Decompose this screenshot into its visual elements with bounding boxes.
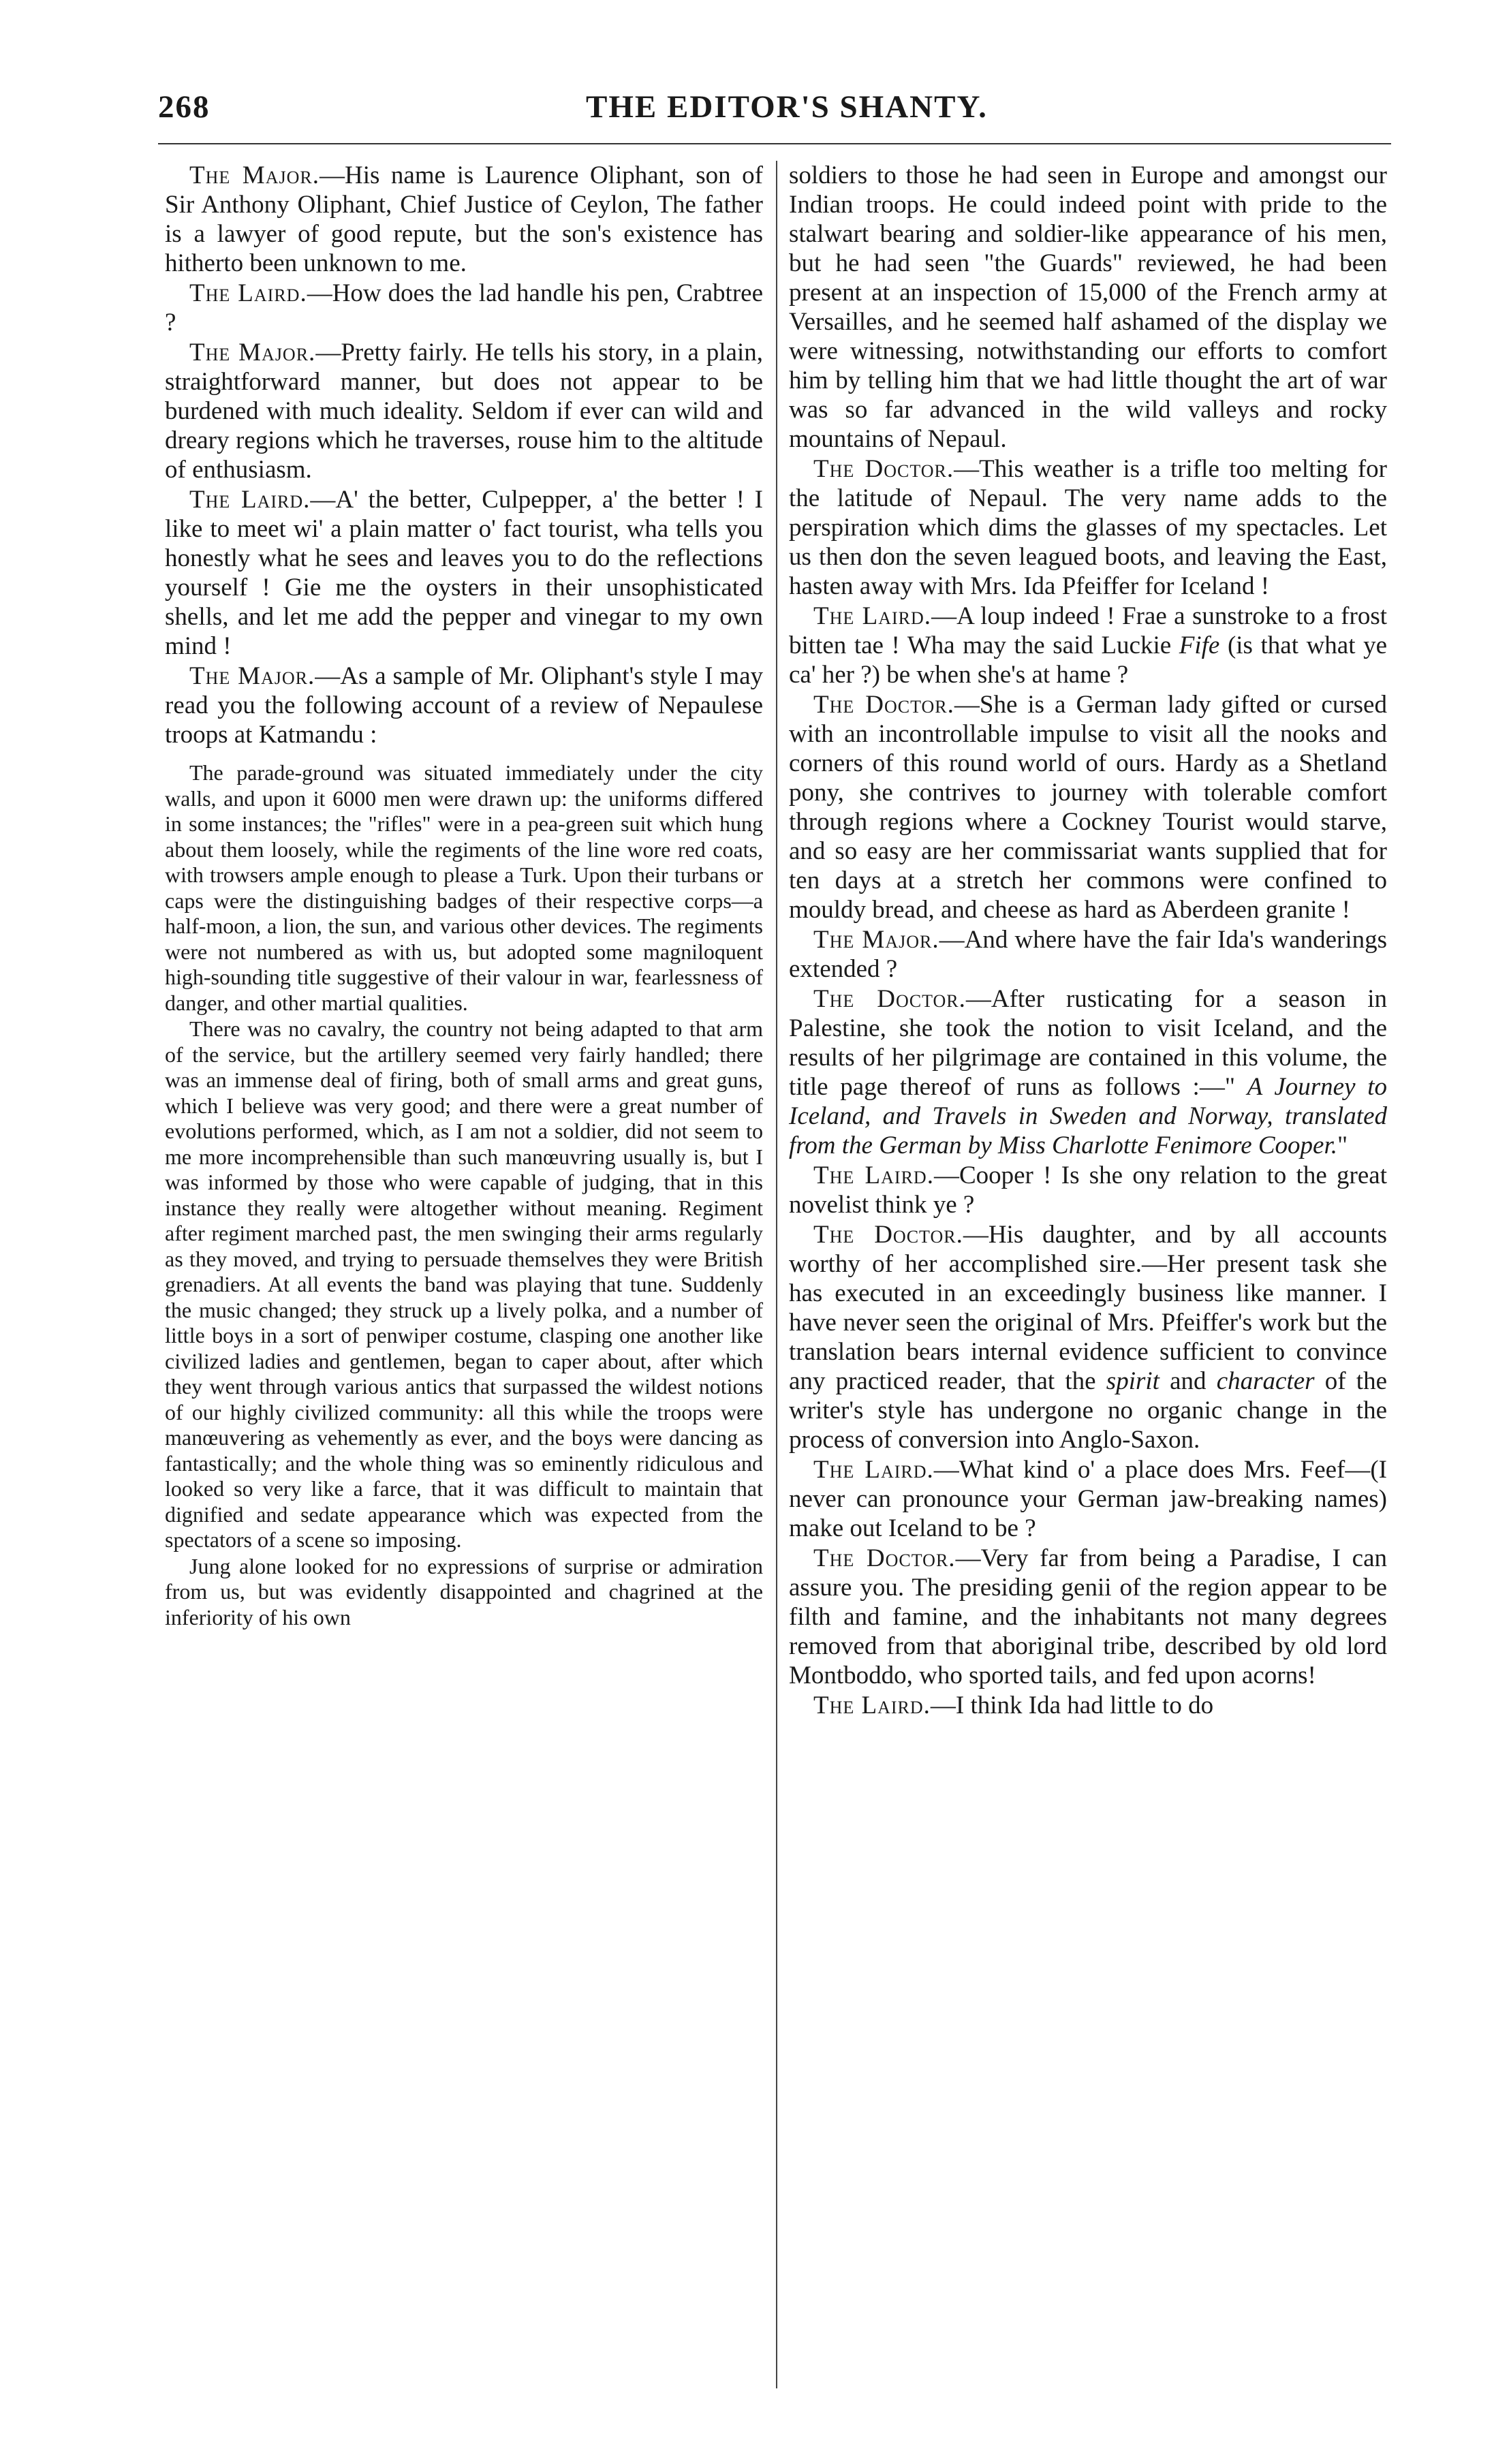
quote-paragraph: The parade-ground was situated immediately under the city walls, and upon it 6000 men were drawn up: the uniforms differed in some instances; the "rifles" were in a pea-green suit which hung about them loosely, while the regiments of the line wore red coats, with trowsers ample enough to please a Turk. Upon their turbans or caps were the distinguishing badges of their respective corps—a half-moon, a lion, the sun, and various other devices. The regiments were not numbered as with us, but adopted some magniloquent high-sounding title suggestive of their valour in war, fearlessness of danger, and other martial qualities. [165, 760, 763, 1015]
page-header [0, 0, 1494, 136]
dialogue-text: —And where have the fair Ida's wanderings extended ? [789, 926, 1387, 983]
column-divider [776, 161, 777, 2388]
dialogue-paragraph [789, 1691, 1387, 1720]
left-column [165, 161, 763, 1631]
header-rule [158, 143, 1391, 144]
dialogue-text: —After rusticating for a season in Palestine, she took the notion to visit Iceland, and the results of her pilgrimage are contained in this volume, the title page thereof of runs as follows :—" [789, 985, 1387, 1101]
speaker-name: The Laird. [189, 486, 311, 514]
emphasis-text: spirit [1106, 1367, 1160, 1395]
dialogue-paragraph [165, 485, 763, 661]
dialogue-text: —I think Ida had little to do [930, 1691, 1214, 1719]
dialogue-paragraph [789, 984, 1387, 1160]
emphasis-text: character [1216, 1367, 1315, 1395]
dialogue-text: —Cooper ! Is she ony relation to the great novelist think ye ? [789, 1161, 1387, 1219]
dialogue-text: —A loup indeed ! Frae a sunstroke to a frost bitten tae ! Wha may the said Luckie [789, 602, 1387, 659]
dialogue-text: —A' the better, Culpepper, a' the better ! I like to meet wi' a plain matter o' fact tourist, wha tells you honestly what he sees and leaves you to do the reflections yourself ! Gie me the oysters in their unsophisticated shells, and let me add the pepper and vinegar to my own mind ! [165, 486, 763, 660]
dialogue-text: and [1159, 1367, 1217, 1395]
dialogue-paragraph [165, 338, 763, 484]
dialogue-text: (is that what ye ca' her ?) be when she's at hame ? [789, 631, 1388, 689]
dialogue-paragraph [789, 1220, 1387, 1454]
dialogue-text: —His daughter, and by all accounts worthy of her accomplished sire.—Her present task she has executed in an exceedingly business like manner. I have never seen the original of Mrs. Pfeiffer's work but the translation bears internal evidence sufficient to convince any practiced reader, that the [789, 1221, 1387, 1395]
dialogue-paragraph [789, 1544, 1387, 1690]
dialogue-paragraph [789, 454, 1387, 601]
speaker-name: The Laird. [189, 279, 307, 307]
dialogue-text: —This weather is a trifle too melting for the latitude of Nepaul. The very name adds to the perspiration which dims the glasses of my spectacles. Let us then don the seven leagued boots, and leaving the East, hasten away with Mrs. Ida Pfeiffer for Iceland ! [789, 455, 1387, 600]
dialogue-paragraph [789, 602, 1387, 689]
speaker-name: The Laird. [813, 1161, 934, 1189]
dialogue-text: —His name is Laurence Oliphant, son of Sir Anthony Oliphant, Chief Justice of Ceylon, The father is a lawyer of good repute, but the son's existence has hitherto been unknown to me. [165, 161, 763, 277]
speaker-name: The Doctor. [813, 1544, 956, 1572]
dialogue-text: —Pretty fairly. He tells his story, in a plain, straightforward manner, but does not appear to be burdened with much ideality. Seldom if ever can wild and dreary regions which he traverses, rouse him to the altitude of enthusiasm. [165, 339, 763, 484]
dialogue-text: —She is a German lady gifted or cursed with an incontrollable impulse to visit all the nooks and corners of this round world of ours. Hardy as a Shetland pony, she contrives to journey with tolerable comfort through regions where a Cockney Tourist would starve, and so easy are her commissariat wants supplied that for ten days at a stretch her commons were confined to mouldy bread, and cheese as hard as Aberdeen granite ! [789, 691, 1387, 924]
dialogue-text: —Very far from being a Paradise, I can assure you. The presiding genii of the region appear to be filth and famine, and the inhabitants not many degrees removed from that aboriginal tribe, described by old lord Montboddo, who sported tails, and fed upon acorns! [789, 1544, 1387, 1689]
emphasis-text: Fife [1179, 631, 1220, 659]
right-column [789, 161, 1387, 1721]
page-number: 268 [158, 89, 211, 125]
book-title: A Journey to Iceland, and Travels in Sweden and Norway, translated from the German by Miss Charlotte Fenimore Cooper. [789, 1073, 1387, 1159]
speaker-name: The Doctor. [813, 691, 954, 719]
speaker-name: The Major. [189, 662, 315, 690]
block-quote [165, 760, 763, 1630]
dialogue-paragraph [789, 1455, 1387, 1543]
dialogue-paragraph [165, 161, 763, 278]
continuation-paragraph: soldiers to those he had seen in Europe and amongst our Indian troops. He could indeed point with pride to the stalwart bearing and soldier-like appearance of his men, but he had seen "the Guards" reviewed, he had been present at an inspection of 15,000 of the French army at Versailles, and he seemed half ashamed of the display we were witnessing, notwithstanding our efforts to comfort him by telling him that we had little thought the art of war was so far advanced in the wild valleys and rocky mountains of Nepaul. [789, 161, 1387, 453]
quote-paragraph: There was no cavalry, the country not being adapted to that arm of the service, but the artillery seemed very fairly handled; there was an immense deal of firing, both of small arms and great guns, which I believe was very good; and there were a great number of evolutions performed, which, as I am not a soldier, did not seem to me more incomprehensible than such manœuvring usually is, but I was informed by those who were capable of judging, that in this instance they really were altogether without meaning. Regiment after regiment marched past, the men swinging their arms regularly as they moved, and trying to persuade themselves they were British grenadiers. At all events the band was playing that tune. Suddenly the music changed; they struck up a lively polka, and a number of little boys in a sort of penwiper costume, clasping one another like civilized ladies and gentlemen, began to caper about, after which they went through various antics that surpassed the wildest notions of our highly civilized community: all this while the troops were manœuvering as vehemently as ever, and the boys were dancing as fantastically; and the whole thing was so eminently ridiculous and looked so very like a farce, that it was difficult to maintain that dignified and sedate appearance which was expected from the spectators of a scene so imposing. [165, 1016, 763, 1552]
speaker-name: The Doctor. [813, 1221, 963, 1249]
dialogue-paragraph [165, 279, 763, 337]
speaker-name: The Laird. [813, 1456, 934, 1484]
dialogue-text: of the writer's style has undergone no organic change in the process of conversion into Anglo-Saxon. [789, 1367, 1387, 1454]
dialogue-paragraph [789, 1161, 1387, 1219]
speaker-name: The Major. [189, 339, 316, 367]
speaker-name: The Laird. [813, 1691, 931, 1719]
dialogue-text: " [1337, 1132, 1348, 1159]
dialogue-text: —What kind o' a place does Mrs. Feef—(I never can pronounce your German jaw-breaking names) make out Iceland to be ? [789, 1456, 1387, 1542]
dialogue-paragraph [789, 690, 1387, 924]
dialogue-text: —How does the lad handle his pen, Crabtree ? [165, 279, 763, 337]
speaker-name: The Major. [813, 926, 939, 954]
quote-paragraph: Jung alone looked for no expressions of surprise or admiration from us, but was evidently disappointed and chagrined at the inferiority of his own [165, 1553, 763, 1629]
speaker-name: The Major. [189, 161, 320, 189]
speaker-name: The Doctor. [813, 985, 966, 1013]
dialogue-text: —As a sample of Mr. Oliphant's style I may read you the following account of a review of Nepaulese troops at Katmandu : [165, 662, 764, 749]
dialogue-paragraph [165, 661, 763, 749]
dialogue-paragraph [789, 925, 1387, 984]
speaker-name: The Doctor. [813, 455, 954, 483]
speaker-name: The Laird. [813, 602, 932, 630]
running-title: THE EDITOR'S SHANTY. [586, 89, 988, 125]
